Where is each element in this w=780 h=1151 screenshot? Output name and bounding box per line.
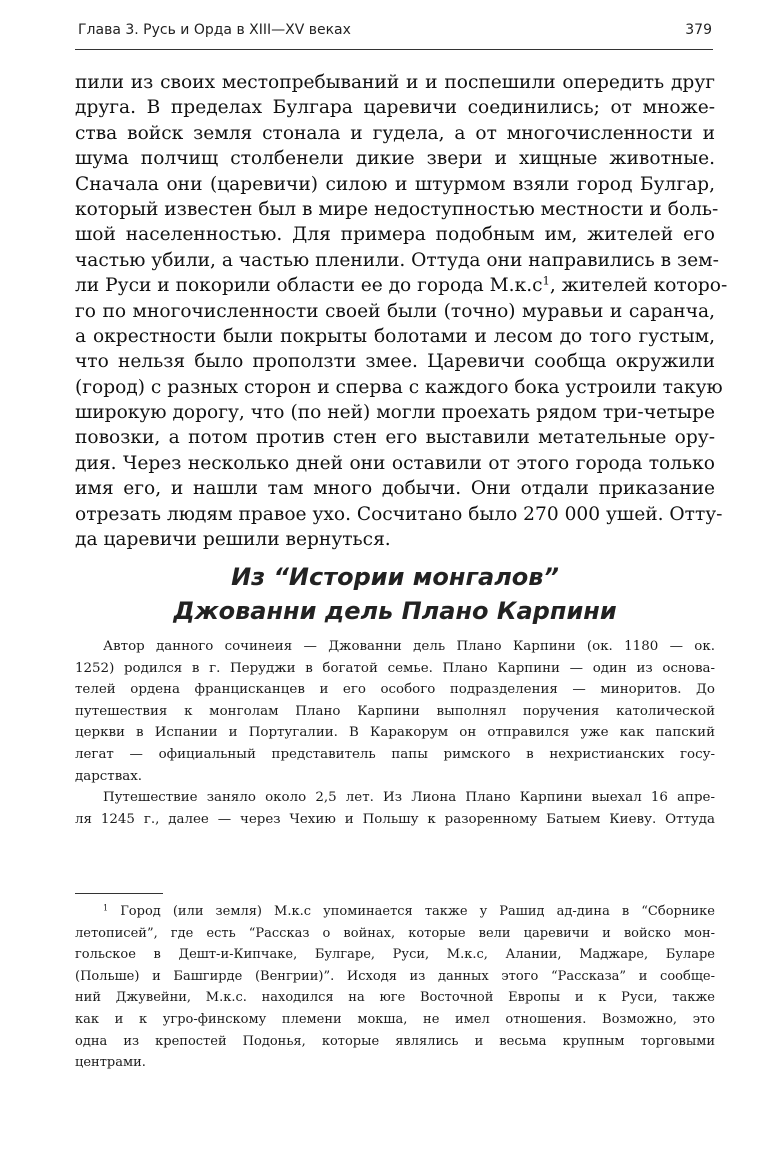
section-title-line: Джованни дель Плано Карпини (173, 597, 617, 625)
main-text-line: да царевичи решили вернуться. (75, 529, 391, 551)
section-title (75, 560, 715, 628)
intro-line: путешествия к монголам Плано Карпини выполнял поручения католической (75, 703, 715, 719)
intro-line: дарствах. (75, 768, 143, 784)
main-text-line-with-footnote (75, 273, 728, 298)
main-text-line: который известен был в мире недоступностью местности и боль- (75, 198, 719, 220)
main-text-line: а окрестности были покрыты болотами и лесом до того густым, (75, 325, 715, 347)
section-title-line: Из “Истории монгалов” (231, 563, 559, 591)
footnote-line: центрами. (75, 1055, 146, 1071)
footnote-line: гольское в Дешт-и-Кипчаке, Булгаре, Руси, М.к.с, Алании, Маджаре, Буларе (75, 947, 715, 963)
intro-line: 1252) родился в г. Перуджи в богатой семье. Плано Карпини — один из основа- (75, 660, 715, 676)
main-text-line-part: , жителей которо- (549, 275, 728, 297)
intro-line: Автор данного сочинеия — Джованни дель Плано Карпини (ок. 1180 — ок. (103, 639, 715, 654)
page-number: 379 (685, 22, 712, 38)
main-text-line: го по многочисленности своей были (точно) муравьи и саранча, (75, 300, 715, 322)
main-text-line: имя его, и нашли там много добычи. Они отдали приказание (75, 478, 715, 500)
main-text-line: повозки, а потом против стен его выставили метательные ору- (75, 427, 715, 449)
footnote-line: как и к угро-финскому племени мокша, не имел отношения. Возможно, это (75, 1011, 715, 1027)
main-text-line: Сначала они (царевичи) силою и штурмом взяли город Булгар, (75, 173, 715, 195)
main-text-line: отрезать людям правое ухо. Сосчитано было 270 000 ушей. Отту- (75, 503, 723, 525)
main-text-line: дия. Через несколько дней они оставили от этого города только (75, 452, 715, 474)
footnote-line-text: Город (или земля) М.к.с упоминается также у Рашид ад-дина в “Сборнике (120, 904, 715, 919)
main-text-line: шой населенностью. Для примера подобным им, жителей его (75, 224, 715, 246)
footnote-rule (75, 893, 163, 894)
intro-line: телей ордена францисканцев и его особого подразделения — миноритов. До (75, 682, 715, 698)
main-text-line: что нельзя было проползти змее. Царевичи сообща окружили (75, 351, 715, 373)
main-text (75, 70, 728, 552)
chapter-title: Глава 3. Русь и Орда в XIII—XV веках (78, 22, 351, 38)
footnote-line: ний Джувейни, М.к.с. находился на юге Восточной Европы и к Руси, также (75, 990, 715, 1006)
footnote-reference[interactable]: 1 (542, 273, 550, 288)
footnotes (75, 901, 715, 1074)
footnote-marker: 1 (103, 903, 109, 913)
footnote-line: одна из крепостей Подонья, которые являлись и весьма крупным торговыми (75, 1033, 715, 1049)
intro-line: ля 1245 г., далее — через Чехию и Польшу к разоренному Батыем Киеву. Оттуда (75, 811, 715, 827)
intro-line: легат — официальный представитель папы римского в нехристианских госу- (75, 746, 715, 762)
intro-line: церкви в Испании и Португалии. В Каракорум он отправился уже как папский (75, 725, 715, 741)
running-header (78, 22, 712, 44)
footnote-line: (Польше) и Башгирде (Венгрии)”. Исходя из данных этого “Рассказа” и сообще- (75, 968, 715, 984)
footnote-line (75, 901, 715, 923)
main-text-line: широкую дорогу, что (по ней) могли проехать рядом три-четыре (75, 402, 715, 424)
main-text-line: ства войск земля стонала и гудела, а от многочисленности и (75, 122, 715, 144)
footnote-line: летописей”, где есть “Рассказ о войнах, которые вели царевичи и войско мон- (75, 925, 715, 941)
main-text-line-part: ли Руси и покорили области ее до города М.к.с (75, 275, 543, 297)
intro-text (75, 636, 715, 830)
header-rule (75, 49, 713, 50)
main-text-line: пили из своих местопребываний и и поспешили опередить друг (75, 72, 715, 93)
main-text-line: шума полчищ столбенели дикие звери и хищные животные. (75, 148, 715, 170)
main-text-line: (город) с разных сторон и сперва с каждого бока устроили такую (75, 376, 723, 398)
main-text-line: друга. В пределах Булгара царевичи соединились; от множе- (75, 97, 715, 119)
main-text-line: частью убили, а частью пленили. Оттуда они направились в зем- (75, 249, 719, 271)
intro-line: Путешествие заняло около 2,5 лет. Из Лиона Плано Карпини выехал 16 апре- (103, 790, 715, 806)
